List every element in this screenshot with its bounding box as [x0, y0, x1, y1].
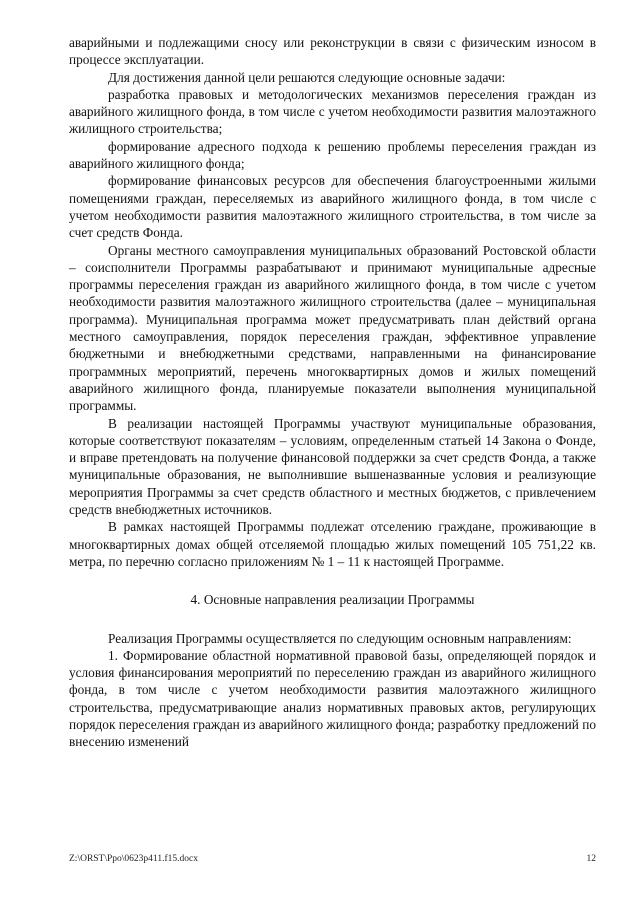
paragraph-directions-intro: Реализация Программы осуществляется по следующим основным направлениям:	[108, 630, 572, 646]
paragraph-task-2: формирование адресного подхода к решению проблемы переселения граждан из аварийного жилищного фонда;	[69, 138, 596, 172]
document-body	[69, 34, 596, 751]
footer-file-path: Z:\ORST\Ppo\0623p411.f15.docx	[69, 854, 198, 864]
section-heading: 4. Основные направления реализации Программы	[190, 592, 475, 608]
paragraph-local-authorities: Органы местного самоуправления муниципальных образований Ростовской области – соисполнители Программы разрабатывают и принимают муниципальные адресные программы переселения граждан из аварийного жилищного фонда, в том числе с учетом необходимости развития малоэтажного жилищного строительства (далее – муниципальная программа). Муниципальная программа может предусматривать план действий органа местного самоуправления, порядок переселения граждан, эффективное управление бюджетными и внебюджетными средствами, направленными на финансирование программных мероприятий, перечень многоквартирных домов и жилых помещений аварийного жилищного фонда, планируемые показатели выполнения муниципальной программы.	[69, 242, 596, 414]
paragraph-direction-1: 1. Формирование областной нормативной правовой базы, определяющей порядок и условия финансирования мероприятий по переселению граждан из аварийного жилищного фонда, в том числе с учетом необходимости развития малоэтажного жилищного строительства, предусматривающие анализ нормативных правовых актов, регулирующих порядок переселения граждан из аварийного жилищного фонда; разработку предложений по внесению изменений	[69, 647, 596, 750]
paragraph-participants: В реализации настоящей Программы участвуют муниципальные образования, которые соответствуют показателям – условиям, определенным статьей 14 Закона о Фонде, и вправе претендовать на получение финансовой поддержки за счет средств Фонда, а также муниципальные образования, не выполнившие вышеназванные условия и реализующие мероприятия Программы за счет средств областного и местных бюджетов, с привлечением средств внебюджетных источников.	[69, 415, 596, 518]
paragraph-continuation: аварийными и подлежащими сносу или реконструкции в связи с физическим износом в процессе эксплуатации.	[69, 35, 596, 68]
paragraph-task-1: разработка правовых и методологических механизмов переселения граждан из аварийного жилищного фонда, в том числе с учетом необходимости развития малоэтажного жилищного строительства;	[69, 86, 596, 137]
paragraph-tasks-intro: Для достижения данной цели решаются следующие основные задачи:	[108, 69, 506, 85]
paragraph-task-3: формирование финансовых ресурсов для обеспечения благоустроенными жилыми помещениями граждан, переселяемых из аварийного жилищного фонда, в том числе с учетом необходимости развития малоэтажного жилищного строительства, в том числе за счет средств Фонда.	[69, 173, 596, 241]
page-number: 12	[586, 854, 596, 864]
paragraph-resettlement-volume: В рамках настоящей Программы подлежат отселению граждане, проживающие в многоквартирных домах общей отселяемой площадью жилых помещений 105 751,22 кв. метра, по перечню согласно приложениям № 1 – 11 к настоящей Программе.	[69, 519, 596, 569]
